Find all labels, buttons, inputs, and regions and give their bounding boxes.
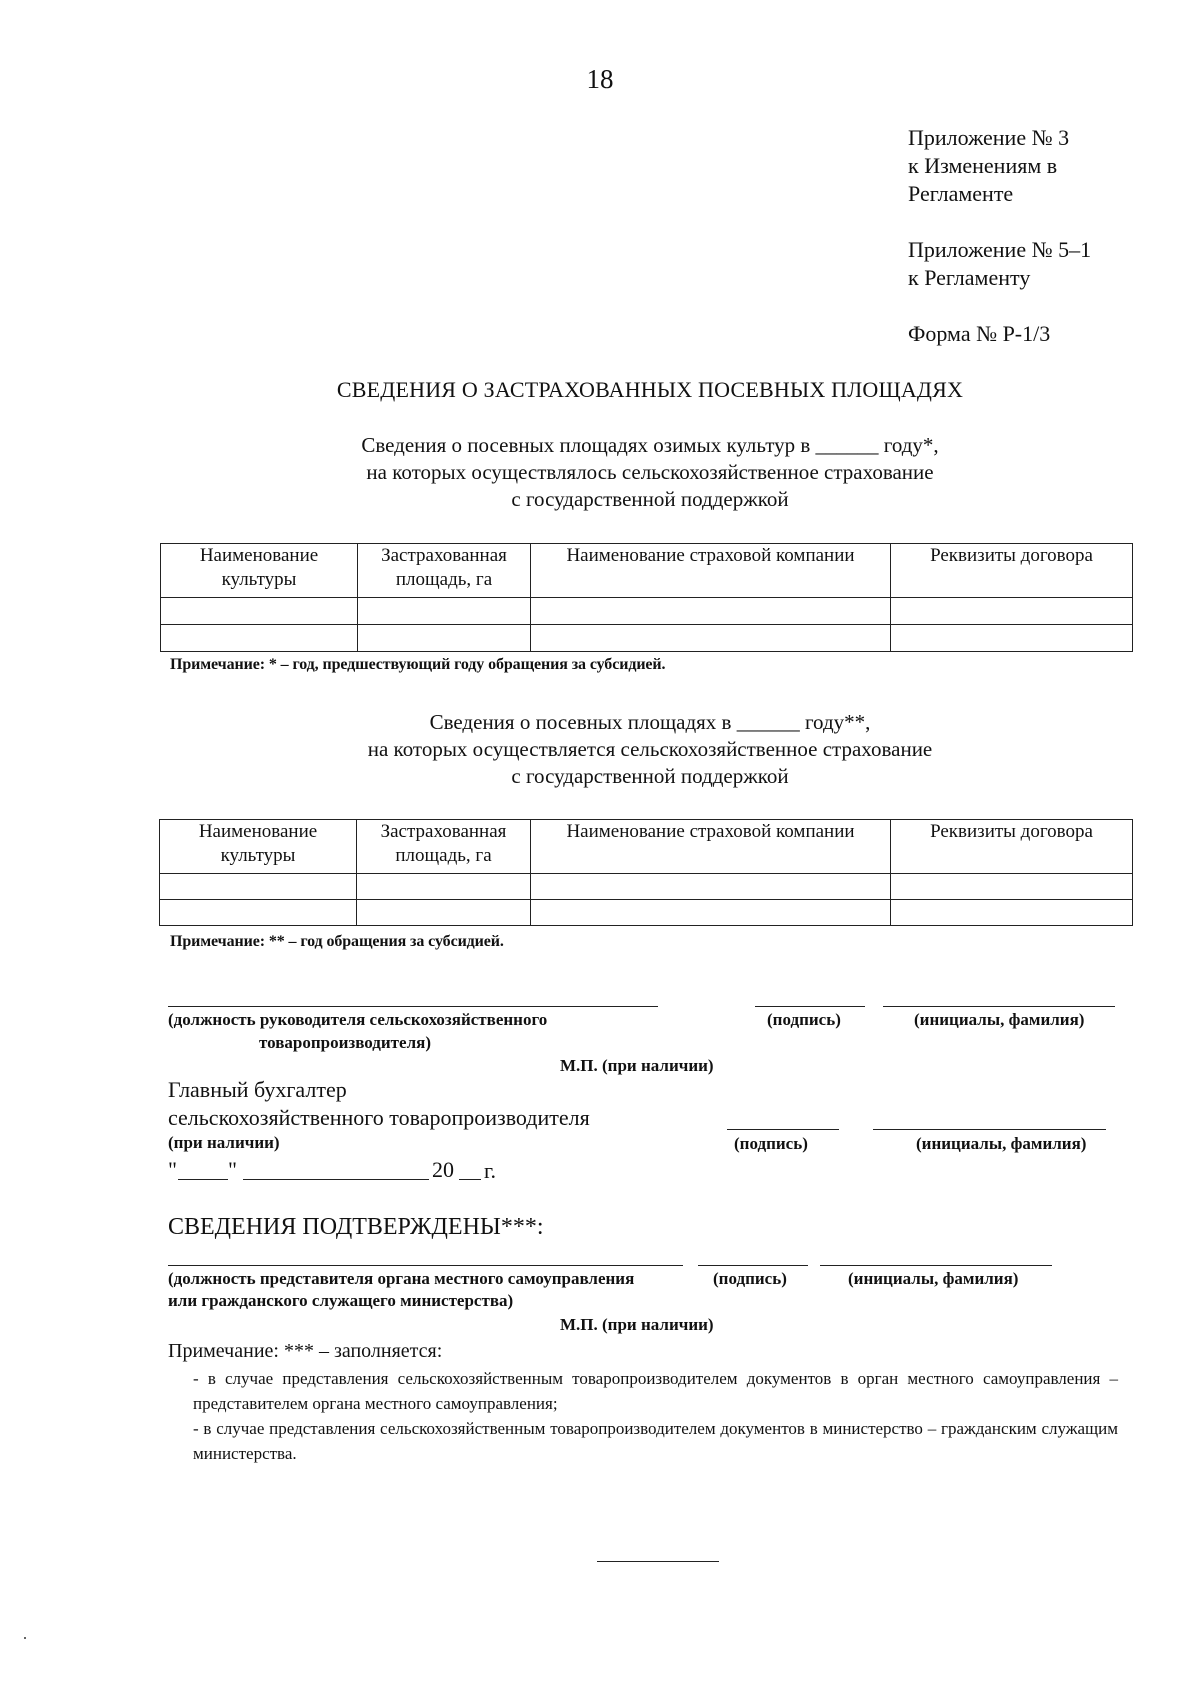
date-year-line[interactable]: [459, 1179, 481, 1180]
date-day-line[interactable]: [178, 1179, 228, 1180]
rep-position-caption-2: или гражданского служащего министерства): [168, 1291, 514, 1310]
section1-line1: Сведения о посевных площадях озимых культур в ______ году*,: [361, 433, 939, 457]
table-cell[interactable]: [161, 625, 358, 652]
table-cell[interactable]: [531, 598, 891, 625]
appendix-5-block: [908, 236, 1168, 292]
section1-table: [160, 543, 1133, 652]
appendix-3-line2: к Изменениям в: [908, 153, 1058, 178]
table-cell[interactable]: [891, 874, 1133, 900]
section2-line3: с государственной поддержкой: [511, 764, 789, 788]
page-number: 18: [586, 64, 614, 94]
date-month-line[interactable]: [243, 1179, 429, 1180]
date-year-suffix: г.: [484, 1158, 497, 1183]
accountant-subtitle: сельскохозяйственного товаропроизводителя: [168, 1105, 590, 1130]
page-title: СВЕДЕНИЯ О ЗАСТРАХОВАННЫХ ПОСЕВНЫХ ПЛОЩАДЯХ: [336, 377, 964, 402]
table-cell[interactable]: [531, 900, 891, 926]
confirmation-bullet-1: - в случае представления сельскохозяйственным товаропроизводителем документов в орган местного самоуправления – представителем органа местного самоуправления;: [193, 1369, 1118, 1413]
table-row: [160, 900, 1133, 926]
signature-caption: (подпись): [767, 1010, 841, 1029]
table-header-row: [161, 544, 1133, 598]
rep-name-caption: (инициалы, фамилия): [848, 1269, 1019, 1288]
table-cell[interactable]: [161, 598, 358, 625]
table-cell[interactable]: [531, 874, 891, 900]
signature-line[interactable]: [755, 1006, 865, 1007]
column-header-crop: Наименование культуры: [160, 820, 357, 874]
rep-position-line[interactable]: [168, 1265, 683, 1266]
section2-table: [159, 819, 1133, 926]
accountant-title: Главный бухгалтер: [168, 1077, 347, 1102]
confirmation-note-title: Примечание: *** – заполняется:: [168, 1340, 443, 1362]
confirmation-bullet-2: - в случае представления сельскохозяйственным товаропроизводителем документов в министерство – гражданским служащим министерства.: [193, 1419, 1118, 1463]
appendix-5-line2: к Регламенту: [908, 265, 1031, 290]
table-row: [161, 598, 1133, 625]
position-caption: (должность руководителя сельскохозяйственного: [168, 1010, 548, 1029]
column-header-insurer: Наименование страховой компании: [531, 544, 891, 598]
closing-rule: [597, 1561, 719, 1562]
section1-line3: с государственной поддержкой: [511, 487, 789, 511]
table-header-row: [160, 820, 1133, 874]
date-quote-open: ": [168, 1157, 177, 1182]
section2-line1: Сведения о посевных площадях в ______ году**,: [429, 710, 871, 734]
rep-name-line[interactable]: [820, 1265, 1052, 1266]
position-caption-2: товаропроизводителя): [259, 1033, 431, 1052]
appendix-5-line1: Приложение № 5–1: [908, 237, 1092, 262]
confirmation-title: СВЕДЕНИЯ ПОДТВЕРЖДЕНЫ***:: [168, 1214, 544, 1240]
rep-stamp-caption: М.П. (при наличии): [560, 1315, 714, 1334]
table-cell[interactable]: [357, 900, 531, 926]
form-number: Форма № Р-1/3: [908, 321, 1051, 346]
table-cell[interactable]: [891, 900, 1133, 926]
date-quote-close: ": [228, 1157, 237, 1182]
accountant-name-caption: (инициалы, фамилия): [916, 1134, 1087, 1153]
appendix-3-block: [908, 124, 1168, 208]
column-header-crop: Наименование культуры: [161, 544, 358, 598]
section1-line2: на которых осуществлялось сельскохозяйственное страхование: [366, 460, 934, 484]
column-header-area: Застрахованная площадь, га: [357, 820, 531, 874]
column-header-contract: Реквизиты договора: [891, 820, 1133, 874]
table-cell[interactable]: [891, 625, 1133, 652]
column-header-contract: Реквизиты договора: [891, 544, 1133, 598]
appendix-3-line1: Приложение № 3: [908, 125, 1070, 150]
rep-signature-caption: (подпись): [713, 1269, 787, 1288]
table-row: [161, 625, 1133, 652]
accountant-name-line[interactable]: [873, 1129, 1106, 1130]
section2-line2: на которых осуществляется сельскохозяйственное страхование: [367, 737, 933, 761]
section2-note: Примечание: ** – год обращения за субсидией.: [170, 933, 504, 950]
table-cell[interactable]: [358, 598, 531, 625]
table-cell[interactable]: [160, 874, 357, 900]
name-signature-line[interactable]: [883, 1006, 1115, 1007]
column-header-area: Застрахованная площадь, га: [358, 544, 531, 598]
section1-note: Примечание: * – год, предшествующий году обращения за субсидией.: [170, 656, 666, 673]
confirmation-bullets: [168, 1366, 1118, 1466]
accountant-optional: (при наличии): [168, 1133, 280, 1152]
section2-heading: [0, 709, 1200, 790]
table-cell[interactable]: [357, 874, 531, 900]
stamp-caption: М.П. (при наличии): [560, 1056, 714, 1075]
table-cell[interactable]: [358, 625, 531, 652]
scan-speck: [24, 1637, 26, 1639]
accountant-signature-line[interactable]: [727, 1129, 839, 1130]
appendix-3-line3: Регламенте: [908, 181, 1014, 206]
rep-signature-line[interactable]: [698, 1265, 808, 1266]
column-header-insurer: Наименование страховой компании: [531, 820, 891, 874]
date-year-prefix: 20: [432, 1157, 454, 1182]
table-cell[interactable]: [531, 625, 891, 652]
rep-position-caption: (должность представителя органа местного самоуправления: [168, 1269, 635, 1288]
section1-heading: [0, 432, 1200, 513]
accountant-signature-caption: (подпись): [734, 1134, 808, 1153]
table-cell[interactable]: [160, 900, 357, 926]
table-row: [160, 874, 1133, 900]
name-caption: (инициалы, фамилия): [914, 1010, 1085, 1029]
table-cell[interactable]: [891, 598, 1133, 625]
position-signature-line[interactable]: [168, 1006, 658, 1007]
